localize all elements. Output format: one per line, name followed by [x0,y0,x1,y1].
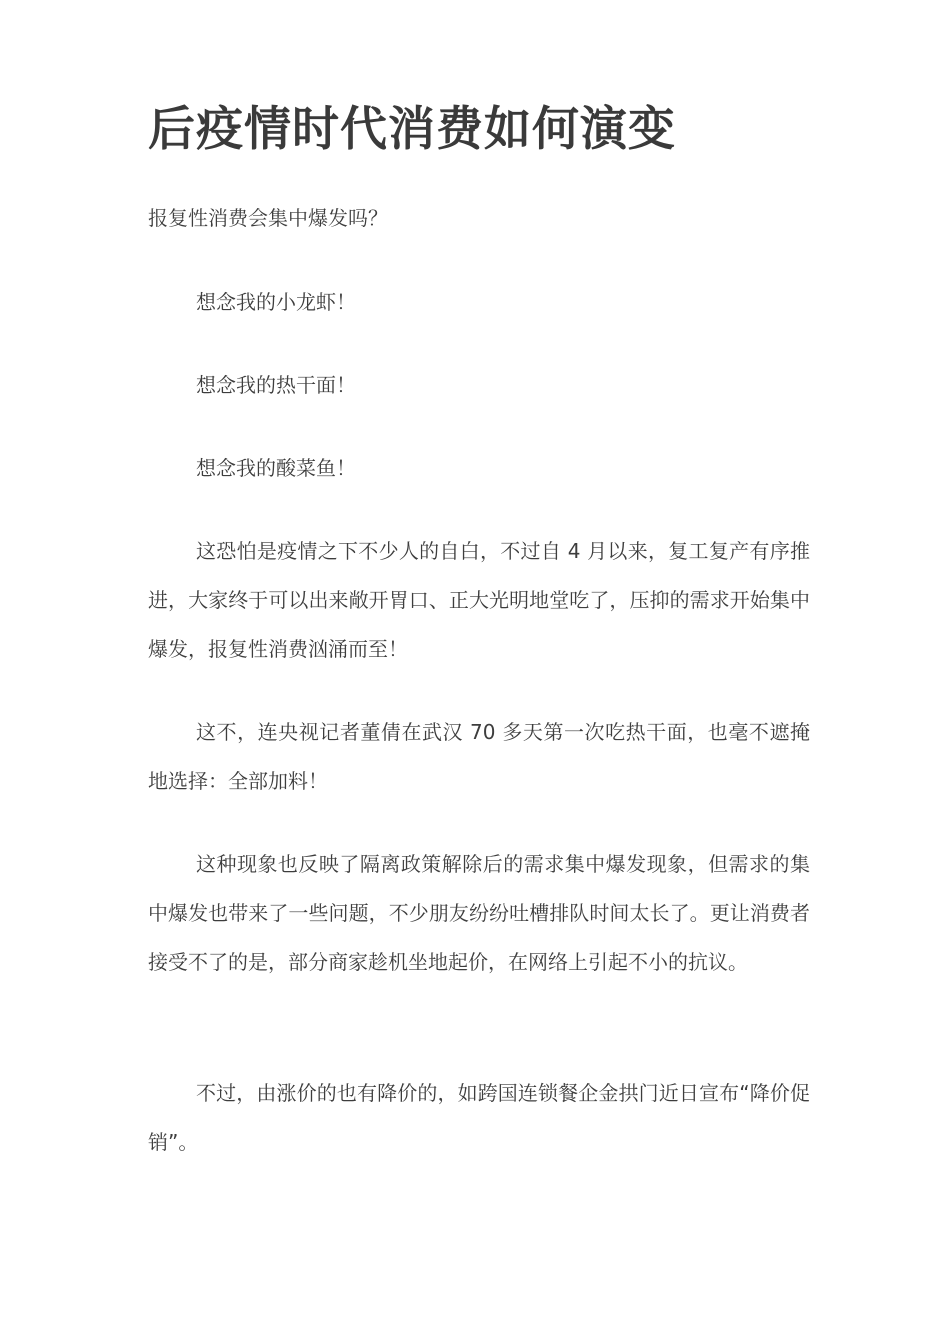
paragraph-6: 这种现象也反映了隔离政策解除后的需求集中爆发现象，但需求的集中爆发也带来了一些问题，不少朋友纷纷吐槽排队时间太长了。更让消费者接受不了的是，部分商家趁机坐地起价，在网络上引起不小的抗议。 [148,852,810,974]
paragraph-7: 不过，由涨价的也有降价的，如跨国连锁餐企金拱门近日宣布“降价促销”。 [148,1081,810,1154]
document-title: 后疫情时代消费如何演变 [148,102,676,157]
paragraph-1: 想念我的小龙虾！ [196,290,356,314]
paragraph-5: 这不，连央视记者董倩在武汉 70 多天第一次吃热干面，也毫不遮掩地选择：全部加料！ [148,720,810,793]
paragraph-4: 这恐怕是疫情之下不少人的自白，不过自 4 月以来，复工复产有序推进，大家终于可以出来敞开胃口、正大光明地堂吃了，压抑的需求开始集中爆发，报复性消费汹涌而至！ [148,539,810,661]
document-subtitle: 报复性消费会集中爆发吗？ [148,206,388,230]
paragraph-3: 想念我的酸菜鱼！ [196,456,356,480]
paragraph-2: 想念我的热干面！ [196,373,356,397]
